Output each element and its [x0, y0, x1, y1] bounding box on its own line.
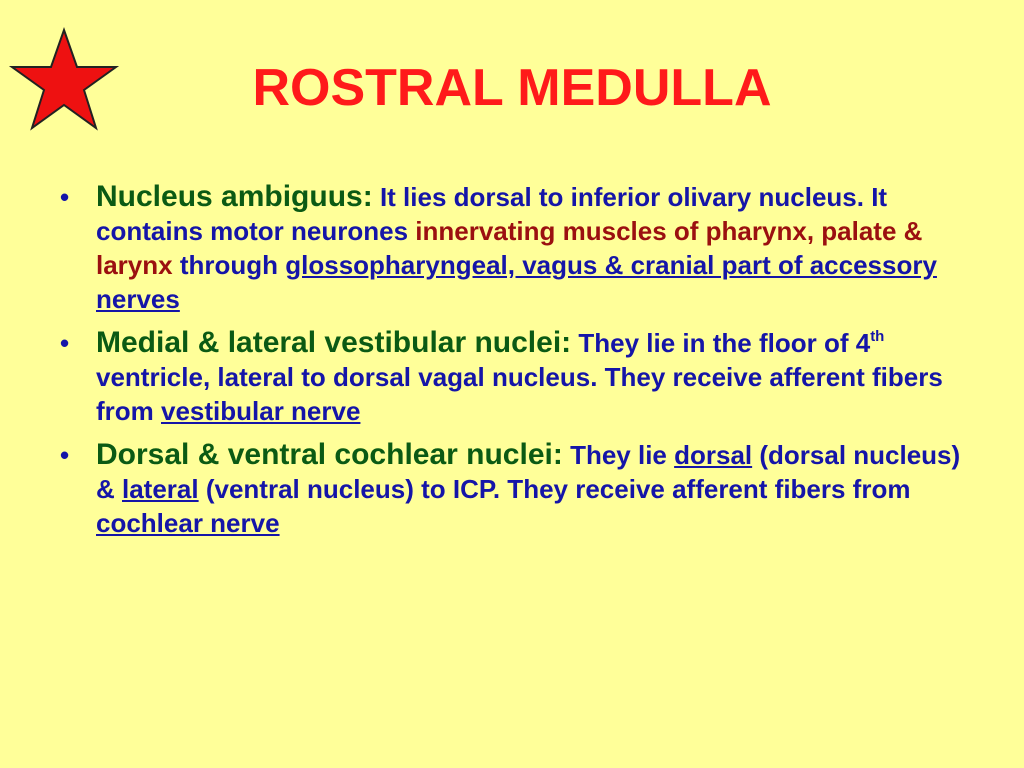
cochlear-nerve-link[interactable]: cochlear nerve	[96, 508, 280, 538]
bullet-nucleus-ambiguus	[60, 180, 980, 316]
bullet-text: They lie	[562, 440, 675, 470]
bullet-marker: •	[60, 182, 70, 212]
bullet-heading: Dorsal & ventral cochlear nuclei:	[96, 438, 563, 471]
bullet-list	[60, 180, 980, 550]
bullet-highlight-text: innervating muscles of pharynx, palate & larynx	[96, 216, 923, 280]
bullet-text: They lie in the floor of 4	[571, 328, 871, 358]
superscript: th	[870, 328, 885, 345]
bullet-vestibular-nuclei	[60, 326, 980, 428]
vestibular-nerve-link[interactable]: vestibular nerve	[161, 396, 361, 426]
bullet-text: It lies dorsal to inferior olivary nucleus. It contains motor neurones	[96, 182, 888, 246]
bullet-heading: Medial & lateral vestibular nuclei:	[96, 326, 572, 359]
bullet-marker: •	[60, 328, 70, 358]
bullet-text: (dorsal nucleus) &	[96, 440, 961, 504]
nerves-link[interactable]: glossopharyngeal, vagus & cranial part of accessory nerves	[96, 250, 937, 314]
lateral-link[interactable]: lateral	[122, 474, 199, 504]
slide-title: ROSTRAL MEDULLA	[252, 59, 772, 117]
bullet-heading: Nucleus ambiguus:	[96, 180, 373, 213]
bullet-marker: •	[60, 440, 70, 470]
bullet-text: ventricle, lateral to dorsal vagal nucleus. They receive afferent fibers from	[96, 362, 943, 426]
bullet-cochlear-nuclei	[60, 438, 980, 540]
dorsal-link[interactable]: dorsal	[674, 440, 753, 470]
bullet-text: through	[172, 250, 286, 280]
bullet-text: (ventral nucleus) to ICP. They receive afferent fibers from	[198, 474, 911, 504]
